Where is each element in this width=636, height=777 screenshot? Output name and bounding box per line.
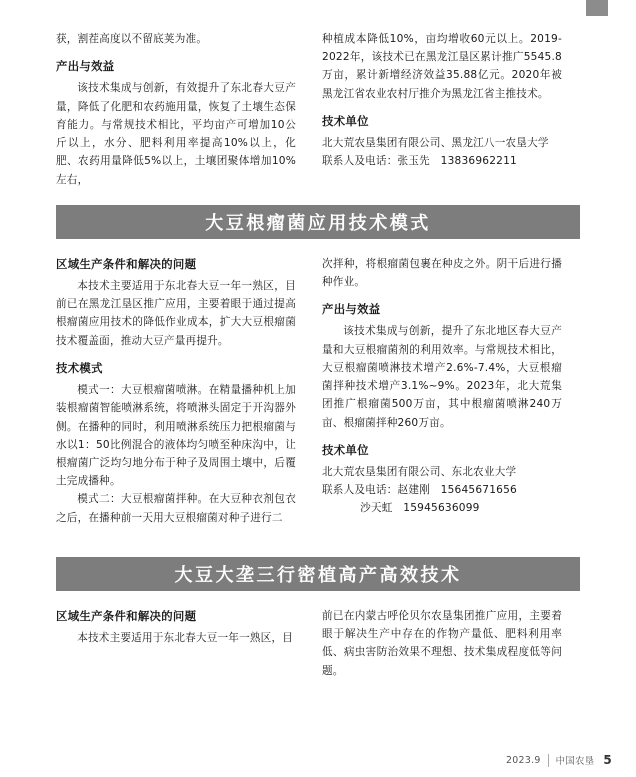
contact-line <box>322 152 562 170</box>
subheading-region-conditions: 区域生产条件和解决的问题 <box>56 608 197 623</box>
two-column-layout <box>0 255 636 527</box>
subheading-output-benefit: 产出与效益 <box>322 302 381 317</box>
section-continued <box>0 0 636 189</box>
column-right <box>322 607 562 680</box>
subheading-output-benefit: 产出与效益 <box>56 59 115 74</box>
body-paragraph: 北大荒农垦集团有限公司、黑龙江八一农垦大学 <box>322 137 549 150</box>
section-banner-title: 大豆根瘤菌应用技术模式 <box>205 212 431 234</box>
column-right <box>322 30 562 189</box>
section-banner <box>56 557 580 591</box>
body-paragraph: 种植成本降低10%，亩均增收60元以上。2019-2022年，该技术已在黑龙江垦区累计推广5545.8万亩，累计新增经济效益35.88亿元。2020年被黑龙江省农业农村厅推介为黑龙江省主推技术。 <box>322 33 562 100</box>
two-column-layout <box>0 607 636 680</box>
section-banner <box>56 205 580 239</box>
section-three-row <box>0 557 636 680</box>
body-paragraph: 次拌种，将根瘤菌包裹在种皮之外。阴干后进行播种作业。 <box>322 257 562 288</box>
contact-label: 联系人及电话：赵建刚 <box>322 484 430 497</box>
contact-label: 沙天虹 <box>360 502 393 515</box>
footer-divider <box>548 754 549 767</box>
column-left <box>56 255 296 527</box>
contact-line-continued <box>322 499 562 517</box>
body-paragraph: 本技术主要适用于东北春大豆一年一熟区，目前已在黑龙江垦区推广应用，主要着眼于通过提高根瘤菌应用技术的降低作业成本，扩大大豆根瘤菌技术覆盖面，推动大豆产量再提升。 <box>56 280 296 347</box>
subheading-region-conditions: 区域生产条件和解决的问题 <box>56 256 197 271</box>
subheading-technical-unit: 技术单位 <box>322 113 369 128</box>
footer-magazine-title: 中国农垦 <box>555 756 595 767</box>
column-left <box>56 30 296 189</box>
body-paragraph: 前已在内蒙古呼伦贝尔农垦集团推广应用，主要着眼于解决生产中存在的作物产量低、肥料利用率低、病虫害防治效果不理想、技术集成程度低等问题。 <box>322 609 562 677</box>
footer-date: 2023.9 <box>506 754 541 766</box>
page-number: 5 <box>603 753 612 767</box>
body-paragraph: 该技术集成与创新，提升了东北地区春大豆产量和大豆根瘤菌剂的利用效率。与常规技术相比，大豆根瘤菌喷淋技术增产2.6%-7.4%，大豆根瘤菌拌种技术增产3.1%~9%。2023年，北大荒集团推广根瘤菌500万亩，其中根瘤菌喷淋240万亩、根瘤菌拌种260万亩。 <box>322 325 562 429</box>
contact-line <box>322 481 562 499</box>
contact-phone: 15945636099 <box>403 502 480 515</box>
body-paragraph: 模式二：大豆根瘤菌拌种。在大豆种衣剂包衣之后，在播种前一天用大豆根瘤菌对种子进行二 <box>56 493 296 524</box>
subheading-technical-model: 技术模式 <box>56 360 103 375</box>
body-paragraph: 北大荒农垦集团有限公司、东北农业大学 <box>322 466 517 479</box>
column-left <box>56 607 296 680</box>
body-paragraph: 本技术主要适用于东北春大豆一年一熟区，目 <box>77 632 294 645</box>
column-right <box>322 255 562 527</box>
body-paragraph: 该技术集成与创新，有效提升了东北春大豆产量，降低了化肥和农药施用量，恢复了土壤生态保育能力。与常规技术相比，平均亩产可增加10公斤以上，水分、肥料利用率提高10%以上，化肥、农药用量降低5%以上，土壤团聚体增加10%左右， <box>56 82 296 186</box>
contact-phone: 15645671656 <box>440 484 517 497</box>
contact-phone: 13836962211 <box>440 155 517 168</box>
subheading-technical-unit: 技术单位 <box>322 442 369 457</box>
page-footer <box>506 753 612 767</box>
contact-label: 联系人及电话：张玉先 <box>322 155 430 168</box>
section-banner-title: 大豆大垄三行密植高产高效技术 <box>174 564 462 586</box>
body-paragraph: 模式一：大豆根瘤菌喷淋。在精量播种机上加装根瘤菌智能喷淋系统，将喷淋头固定于开沟器外侧。在播种的同时，利用喷淋系统压力把根瘤菌与水以1：50比例混合的液体均匀喷至种床沟中，让根瘤菌广泛均匀地分布于种子及周围土壤中，后覆土完成播种。 <box>56 384 296 488</box>
body-paragraph: 获，割茬高度以不留底荚为准。 <box>56 33 208 45</box>
section-rhizobium <box>0 205 636 527</box>
two-column-layout <box>0 30 636 189</box>
